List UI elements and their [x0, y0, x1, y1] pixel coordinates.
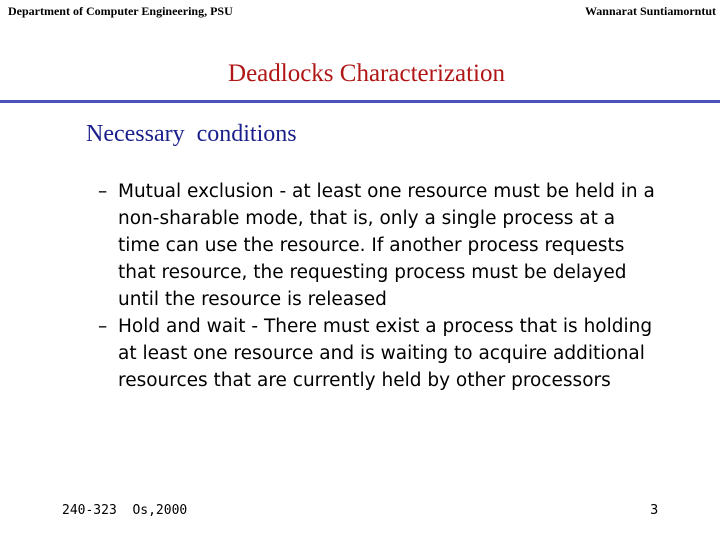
footer-course: 240-323 Os,2000 [62, 503, 188, 518]
bullet-dash: – [98, 181, 108, 202]
bullet-mutual-exclusion [98, 178, 658, 313]
title-divider [0, 100, 720, 103]
header-author: Wannarat Suntiamorntut [584, 4, 716, 18]
bullet-dash: – [98, 316, 108, 337]
bullet-text: Hold and wait - There must exist a process that is holding at least one resource and is waiting to acquire additional resources that are currently held by other processors [118, 316, 653, 391]
page-number: 3 [650, 503, 659, 518]
bullet-text: Mutual exclusion - at least one resource must be held in a non-sharable mode, that is, only a single process at a time can use the resource. If another process requests that resource, the requesting process must be delayed until the resource is released [118, 181, 655, 310]
slide-title: Deadlocks Characterization [228, 60, 505, 87]
header-department: Department of Computer Engineering, PSU [8, 4, 233, 18]
bullet-hold-and-wait [98, 313, 658, 394]
bullet-list [98, 178, 658, 394]
section-heading: Necessary conditions [86, 121, 297, 147]
